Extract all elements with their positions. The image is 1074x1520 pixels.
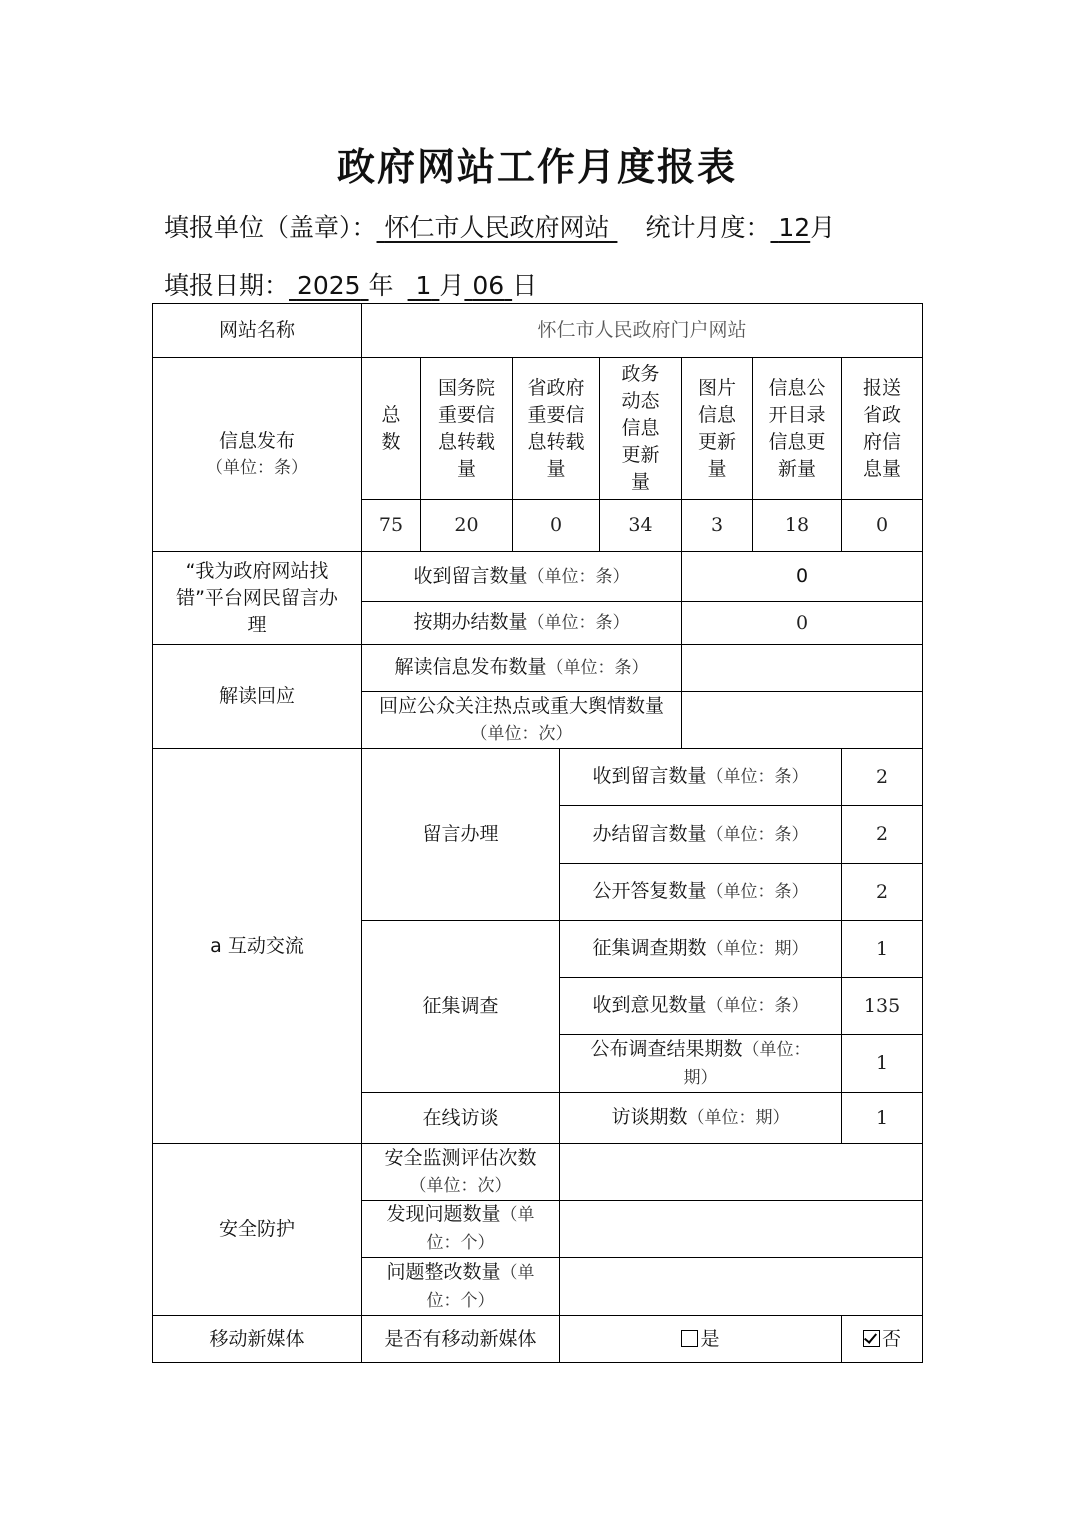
interaction-value: 2 (842, 749, 923, 806)
unit-label: 填报单位（盖章）： (164, 213, 377, 242)
date-month: 1 (415, 271, 432, 300)
interaction-row (153, 749, 923, 806)
site-label: 网站名称 (153, 304, 362, 358)
date-day: 06 (472, 271, 505, 300)
interpretation-item: 回应公众关注热点或重大舆情数量（单位：次） (362, 692, 682, 749)
report-meta-date-line (164, 266, 537, 302)
interpretation-label: 解读回应 (153, 645, 362, 749)
interpretation-value (682, 645, 923, 692)
security-row (153, 1144, 923, 1201)
date-label: 填报日期： (164, 271, 290, 300)
error-finder-item: 按期办结数量（单位：条） (362, 602, 682, 645)
checkbox-checked-icon[interactable] (863, 1330, 880, 1347)
info-col-value: 3 (682, 500, 753, 552)
info-col-header: 政务动态信息更新量 (600, 358, 682, 500)
error-finder-value: 0 (682, 552, 923, 602)
interpretation-row (153, 645, 923, 692)
error-finder-row (153, 552, 923, 602)
interpretation-value (682, 692, 923, 749)
info-col-header: 信息公开目录信息更新量 (753, 358, 842, 500)
interaction-item: 收到留言数量（单位：条） (560, 749, 842, 806)
info-col-header: 总数 (362, 358, 421, 500)
month-suffix-2: 月 (439, 271, 465, 300)
interaction-item: 征集调查期数（单位：期） (560, 921, 842, 978)
report-meta-unit-line (164, 208, 835, 244)
interaction-group-label: 在线访谈 (362, 1093, 560, 1144)
date-year: 2025 (296, 271, 361, 300)
interaction-value: 1 (842, 1093, 923, 1144)
interpretation-item: 解读信息发布数量（单位：条） (362, 645, 682, 692)
mobile-no-option[interactable]: 否 (842, 1316, 923, 1363)
interaction-value: 2 (842, 806, 923, 864)
security-item: 安全监测评估次数（单位：次） (362, 1144, 560, 1201)
info-col-header: 图片信息更新量 (682, 358, 753, 500)
info-col-value: 20 (421, 500, 513, 552)
month-label: 统计月度： (645, 213, 771, 242)
info-col-header: 省政府重要信息转载量 (513, 358, 600, 500)
error-finder-value: 0 (682, 602, 923, 645)
site-value: 怀仁市人民政府门户网站 (362, 304, 923, 358)
interaction-group-label: 留言办理 (362, 749, 560, 921)
security-item: 发现问题数量（单位：个） (362, 1201, 560, 1258)
security-value (560, 1201, 923, 1258)
security-value (560, 1144, 923, 1201)
interaction-value: 135 (842, 978, 923, 1035)
interaction-item: 办结留言数量（单位：条） (560, 806, 842, 864)
interaction-item: 访谈期数（单位：期） (560, 1093, 842, 1144)
error-finder-label: “我为政府网站找错”平台网民留言办理 (153, 552, 362, 645)
interaction-group-label: 征集调查 (362, 921, 560, 1093)
interaction-item: 公布调查结果期数（单位：期） (560, 1035, 842, 1093)
interaction-label: a 互动交流 (153, 749, 362, 1144)
month-suffix: 月 (810, 213, 836, 242)
info-col-value: 75 (362, 500, 421, 552)
interaction-value: 2 (842, 864, 923, 921)
mobile-yes-option[interactable]: 是 (560, 1316, 842, 1363)
interaction-value: 1 (842, 1035, 923, 1093)
month-value: 12 (778, 213, 811, 242)
checkbox-icon[interactable] (681, 1330, 698, 1347)
security-label: 安全防护 (153, 1144, 362, 1316)
info-release-header-row (153, 358, 923, 500)
report-title: 政府网站工作月度报表 (336, 145, 737, 189)
info-col-value: 0 (513, 500, 600, 552)
info-col-value: 0 (842, 500, 923, 552)
unit-value: 怀仁市人民政府网站 (384, 213, 610, 242)
error-finder-item: 收到留言数量（单位：条） (362, 552, 682, 602)
interaction-item: 收到意见数量（单位：条） (560, 978, 842, 1035)
mobile-label: 移动新媒体 (153, 1316, 362, 1363)
site-row (153, 304, 923, 358)
info-release-label: 信息发布 (218, 429, 295, 452)
mobile-row (153, 1316, 923, 1363)
info-col-header: 报送省政府信息量 (842, 358, 923, 500)
day-suffix: 日 (512, 271, 538, 300)
interaction-item: 公开答复数量（单位：条） (560, 864, 842, 921)
info-col-value: 18 (753, 500, 842, 552)
info-release-unit: （单位：条） (206, 457, 308, 478)
info-col-header: 国务院重要信息转载量 (421, 358, 513, 500)
interaction-value: 1 (842, 921, 923, 978)
security-item: 问题整改数量（单位：个） (362, 1258, 560, 1316)
info-col-value: 34 (600, 500, 682, 552)
mobile-question: 是否有移动新媒体 (362, 1316, 560, 1363)
year-suffix: 年 (368, 271, 394, 300)
info-release-label-cell (153, 358, 362, 552)
report-table (152, 303, 923, 1363)
security-value (560, 1258, 923, 1316)
